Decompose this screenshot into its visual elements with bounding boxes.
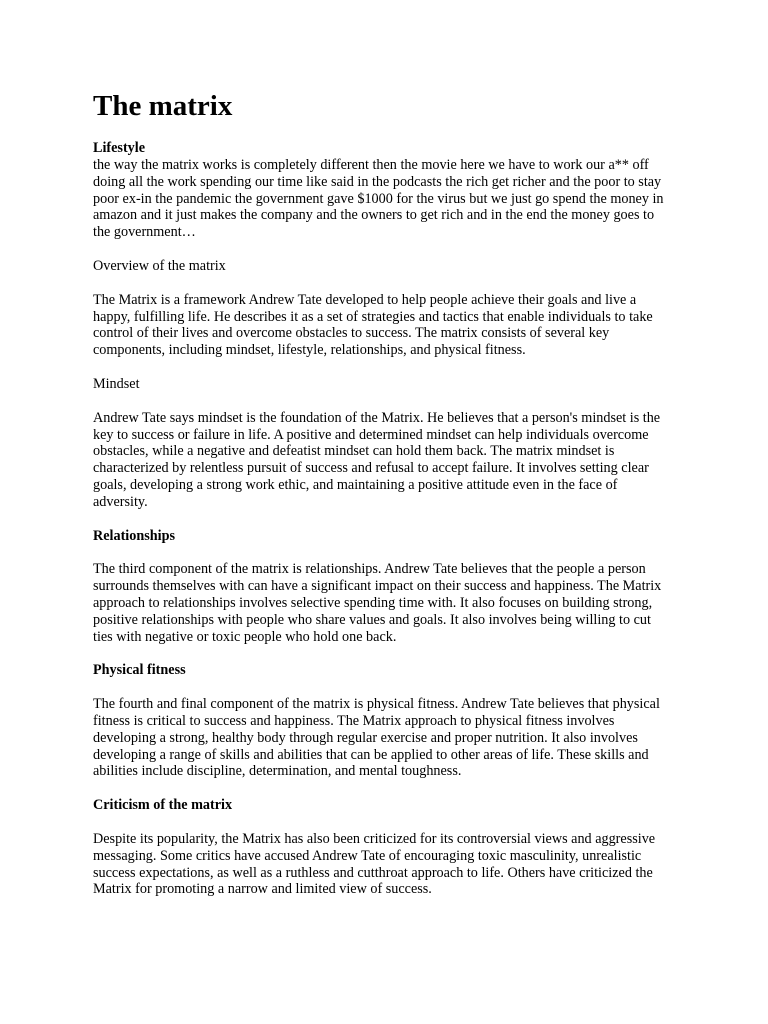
document-title: The matrix [93, 90, 233, 122]
section-body-relationships: The third component of the matrix is relationships. Andrew Tate believes that the people a person surrounds themselves with can have a significant impact on their success and happiness. The Matrix approach to relationships involves selective spending time with. It also focuses on building strong, positive relationships with people who share values and goals. It also involves being willing to cut ties with negative or toxic people who hold one back. [93, 561, 662, 645]
section-heading-overview: Overview of the matrix [93, 257, 226, 274]
section-body-criticism: Despite its popularity, the Matrix has also been criticized for its controversial views and aggressive messaging. Some critics have accused Andrew Tate of encouraging toxic masculinity, unrealistic success expectations, as well as a ruthless and cutthroat approach to life. Others have criticized the Matrix for promoting a narrow and limited view of success. [93, 830, 656, 898]
section-body-overview: The Matrix is a framework Andrew Tate developed to help people achieve their goals and live a happy, fulfilling life. He describes it as a set of strategies and tactics that enable individuals to take control of their lives and overcome obstacles to success. The matrix consists of several key components, including mindset, lifestyle, relationships, and physical fitness. [93, 291, 653, 359]
section-heading-lifestyle: Lifestyle [93, 140, 146, 156]
section-body-lifestyle: the way the matrix works is completely different then the movie here we have to work our a** off doing all the work spending our time like said in the podcasts the rich get richer and the poor to stay poor ex-in the pandemic the government gave $1000 for the virus but we just go spend the money in amazon and it just makes the company and the owners to get rich and in the end the money goes to the government… [93, 157, 664, 241]
section-body-physical-fitness: The fourth and final component of the matrix is physical fitness. Andrew Tate believes that physical fitness is critical to success and happiness. The Matrix approach to physical fitness involves developing a strong, healthy body through regular exercise and proper nutrition. It also involves developing a range of skills and abilities that can be applied to other areas of life. These skills and abilities include discipline, determination, and mental toughness. [93, 696, 660, 780]
section-heading-criticism: Criticism of the matrix [93, 797, 233, 814]
section-heading-physical-fitness: Physical fitness [93, 662, 186, 679]
section-heading-mindset: Mindset [93, 375, 140, 392]
document-content [93, 86, 673, 915]
section-body-mindset: Andrew Tate says mindset is the foundation of the Matrix. He believes that a person's mindset is the key to success or failure in life. A positive and determined mindset can help individuals overcome obstacles, while a negative and defeatist mindset can hold them back. The matrix mindset is characterized by relentless pursuit of success and refusal to accept failure. It involves setting clear goals, developing a strong work ethic, and maintaining a positive attitude even in the face of adversity. [93, 409, 661, 510]
section-heading-relationships: Relationships [93, 527, 175, 544]
